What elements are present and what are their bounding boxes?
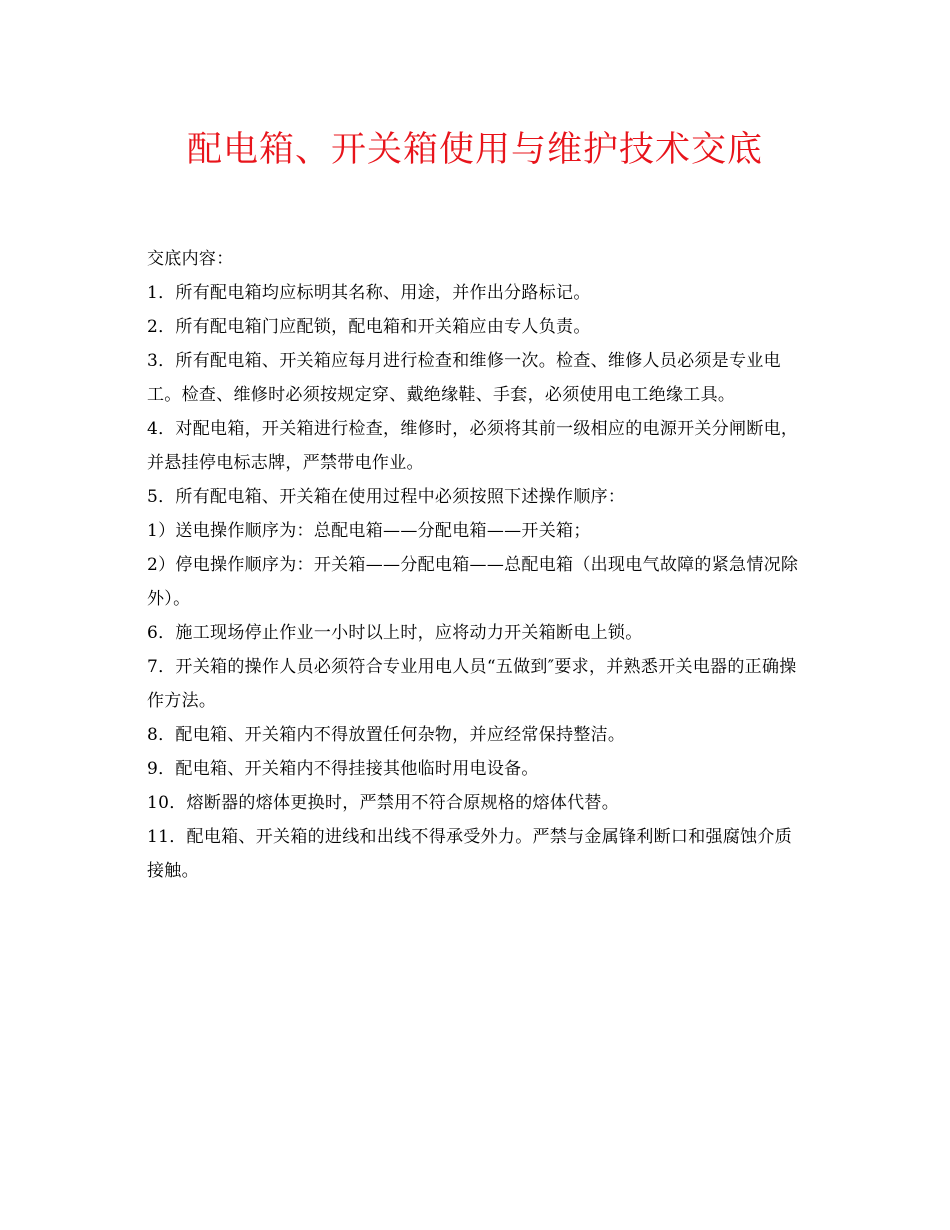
section-heading: 交底内容：	[147, 249, 234, 269]
document-body	[147, 242, 807, 888]
paragraph-6: 6．施工现场停止作业一小时以上时，应将动力开关箱断电上锁。	[147, 623, 643, 643]
paragraph-9: 9．配电箱、开关箱内不得挂接其他临时用电设备。	[147, 759, 539, 779]
paragraph-3: 3．所有配电箱、开关箱应每月进行检查和维修一次。检查、维修人员必须是专业电工。检查、维修时必须按规定穿、戴绝缘鞋、手套，必须使用电工绝缘工具。	[147, 351, 781, 405]
paragraph-8: 8．配电箱、开关箱内不得放置任何杂物，并应经常保持整洁。	[147, 725, 626, 745]
paragraph-2: 2．所有配电箱门应配锁，配电箱和开关箱应由专人负责。	[147, 317, 591, 337]
paragraph-11: 11．配电箱、开关箱的进线和出线不得承受外力。严禁与金属锋利断口和强腐蚀介质接触。	[147, 827, 793, 881]
paragraph-4: 4．对配电箱，开关箱进行检查，维修时，必须将其前一级相应的电源开关分闸断电，并悬挂停电标志牌，严禁带电作业。	[147, 419, 799, 473]
document-title: 配电箱、开关箱使用与维护技术交底	[186, 130, 763, 170]
paragraph-10: 10．熔断器的熔体更换时，严禁用不符合原规格的熔体代替。	[147, 793, 620, 813]
paragraph-1: 1．所有配电箱均应标明其名称、用途，并作出分路标记。	[147, 283, 591, 303]
paragraph-5: 5．所有配电箱、开关箱在使用过程中必须按照下述操作顺序：	[147, 487, 626, 507]
paragraph-5-step-1: 1）送电操作顺序为：总配电箱——分配电箱——开关箱；	[147, 521, 591, 541]
paragraph-5-step-2: 2）停电操作顺序为：开关箱——分配电箱——总配电箱（出现电气故障的紧急情况除外）。	[147, 555, 799, 609]
paragraph-7: 7．开关箱的操作人员必须符合专业用电人员“五做到″要求，并熟悉开关电器的正确操作方法。	[147, 657, 797, 711]
